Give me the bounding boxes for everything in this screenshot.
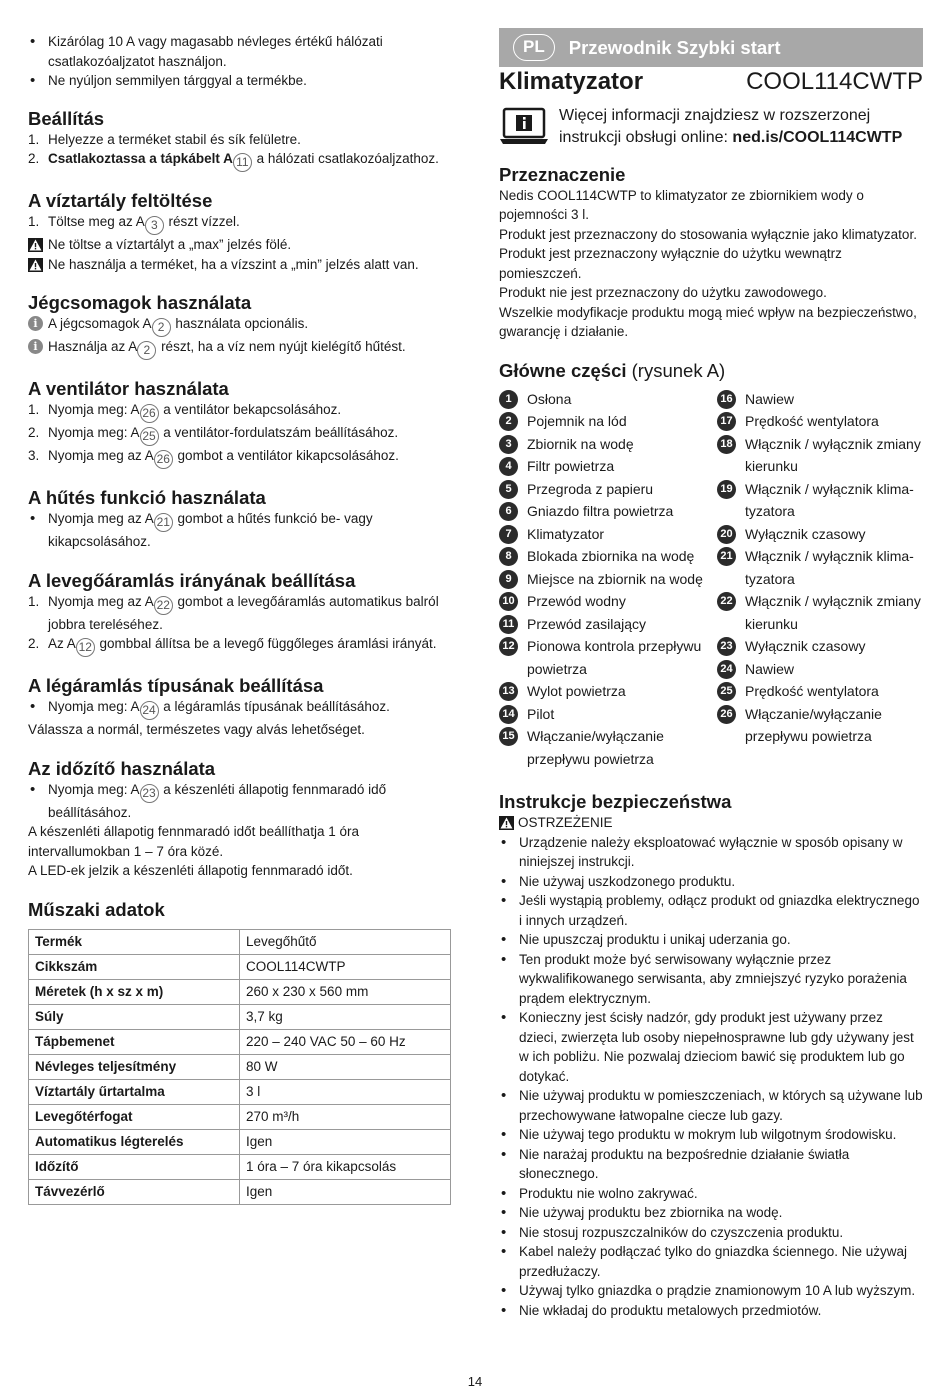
part-number-badge: 12 [499, 637, 518, 656]
part-item [717, 478, 923, 523]
guide-title: Przewodnik Szybki start [568, 36, 781, 58]
part-number-badge: 11 [499, 615, 518, 634]
spec-label: Automatikus légterelés [29, 1129, 240, 1154]
part-label: Zbiornik na wodę [527, 435, 634, 452]
part-item [499, 680, 717, 703]
part-item [717, 388, 923, 411]
spec-value: 1 óra – 7 óra kikapcsolás [240, 1154, 451, 1179]
callout-ref: 21 [154, 513, 173, 532]
part-number-badge: 7 [499, 525, 518, 544]
info-line: i A jégcsomagok A 2 használata opcionális. [28, 314, 453, 337]
table-row [29, 1004, 451, 1029]
part-number-badge: 23 [717, 637, 736, 656]
callout-ref: 23 [140, 784, 159, 803]
warning-line: Ne használja a terméket, ha a vízszint a „min” jelzés alatt van. [28, 255, 453, 275]
part-number-badge: 21 [717, 547, 736, 566]
callout-ref: 26 [154, 450, 173, 469]
section-heading-setup: Beállítás [28, 107, 105, 129]
part-number-badge: 19 [717, 480, 736, 499]
safety-item: • Urządzenie należy eksploatować wyłącznie w sposób opisany w niniejszej instrukcji. [499, 833, 923, 872]
part-item [499, 590, 717, 613]
safety-item: • Ten produkt może być serwisowany wyłącznie przez wykwalifikowanego serwisanta, aby zmniejszyć ryzyko porażenia prądem elektrycznym. [499, 950, 923, 1009]
callout-ref: 12 [76, 638, 95, 657]
online-info-block [499, 105, 923, 149]
part-number-badge: 26 [717, 705, 736, 724]
spec-value: 3 l [240, 1079, 451, 1104]
product-title-row [499, 68, 923, 95]
spec-label: Súly [29, 1004, 240, 1029]
safety-item: • Kabel należy podłączać tylko do gniazdka ściennego. Nie używaj przedłużaczy. [499, 1242, 923, 1281]
part-label: Miejsce na zbiornik na wodę [527, 570, 703, 587]
part-item [717, 635, 923, 658]
part-label: Nawiew [745, 390, 795, 407]
part-number-badge: 22 [717, 592, 736, 611]
list-item: 3. Nyomja meg az A 26 gombot a ventilátor kikapcsolásához. [28, 446, 453, 469]
part-label: Włącznik / wyłącznik zmiany kierunku [745, 593, 921, 632]
spec-label: Cikkszám [29, 954, 240, 979]
parts-list [499, 388, 923, 771]
safety-item: • Konieczny jest ścisły nadzór, gdy produkt jest używany przez dzieci, zwierzęta lub osoby niepełnosprawne lub gdy używany jest w ich pobliżu. Nie pozwalaj dzieciom bawić się produktem lub go dotykać. [499, 1008, 923, 1086]
table-row [29, 1054, 451, 1079]
paragraph: A LED-ek jelzik a készenléti állapotig fennmaradó időt. [28, 863, 353, 878]
part-number-badge: 14 [499, 705, 518, 724]
part-label: Włącznik / wyłącznik klima-tyzatora [745, 548, 914, 587]
part-label: Przewód wodny [527, 593, 626, 609]
part-label: Prędkość wentylatora [745, 413, 879, 429]
list-item: • Nyomja meg: A 23 a készenléti állapotig fennmaradó idő beállításához. [28, 780, 453, 823]
part-item [499, 635, 717, 680]
paragraph: Nedis COOL114CWTP to klimatyzator ze zbiornikiem wody o pojemności 3 l. [499, 187, 864, 222]
safety-item: • Nie wkładaj do produktu metalowych przedmiotów. [499, 1301, 923, 1321]
part-item [499, 725, 717, 770]
part-item [717, 680, 923, 703]
list-item: 1. Helyezze a terméket stabil és sík felületre. [28, 131, 301, 147]
section-heading-ice: Jégcsomagok használata [28, 292, 252, 313]
info-line: i Használja az A 2 részt, ha a víz nem nyújt kielégítő hűtést. [28, 337, 453, 360]
part-number-badge: 6 [499, 502, 518, 521]
part-label: Włączanie/wyłączanie przepływu powietrza [745, 705, 882, 744]
spec-label: Méretek (h x sz x m) [29, 979, 240, 1004]
table-row [29, 979, 451, 1004]
part-item [717, 658, 923, 681]
spec-value: COOL114CWTP [240, 954, 451, 979]
list-item: 2. Csatlakoztassa a tápkábelt A 11 a hálózati csatlakozóaljzathoz. [28, 149, 453, 172]
part-item [499, 388, 717, 411]
spec-value: 270 m³/h [240, 1104, 451, 1129]
part-number-badge: 4 [499, 457, 518, 476]
part-number-badge: 15 [499, 727, 518, 746]
paragraph: Produkt jest przeznaczony do stosowania wyłącznie jako klimatyzator. [499, 226, 917, 242]
safety-item: • Nie stosuj rozpuszczalników do czyszczenia produktu. [499, 1223, 923, 1243]
list-item: 1. Nyomja meg az A 22 gombot a levegőáramlás automatikus balról jobbra tereléséhez. [28, 593, 439, 632]
spec-value: Igen [240, 1129, 451, 1154]
part-item [717, 410, 923, 433]
list-item: 1. Nyomja meg: A 26 a ventilátor bekapcsolásához. [28, 400, 453, 423]
part-number-badge: 5 [499, 480, 518, 499]
warning-line: Ne töltse a víztartályt a „max” jelzés fölé. [28, 235, 453, 255]
product-code: COOL114CWTP [746, 68, 923, 95]
product-name: Klimatyzator [499, 68, 644, 95]
safety-item: • Nie używaj uszkodzonego produktu. [499, 872, 923, 892]
part-label: Przegroda z papieru [527, 480, 654, 497]
warning-icon [28, 238, 43, 252]
table-row [29, 1104, 451, 1129]
language-header-bar [499, 28, 923, 67]
safety-item: • Nie używaj produktu w pomieszczeniach, w których są używane lub przechowywane łatwopalne ciecze lub gazy. [499, 1086, 923, 1125]
safety-list [499, 833, 923, 1321]
section-heading-airflow-type: A légáramlás típusának beállítása [28, 675, 324, 696]
part-label: Wyłącznik czasowy [745, 525, 866, 542]
part-item [499, 478, 717, 501]
safety-item: • Jeśli wystąpią problemy, odłącz produkt od gniazdka elektrycznego i innych urządzeń. [499, 891, 923, 930]
manual-link[interactable]: ned.is/COOL114CWTP [732, 128, 903, 146]
paragraph: Produkt jest przeznaczony wyłącznie do użytku wewnątrz pomieszczeń. [499, 246, 842, 281]
right-column [499, 28, 923, 1320]
section-heading-purpose: Przeznaczenie [499, 163, 626, 185]
table-row [29, 1154, 451, 1179]
warning-icon [499, 816, 514, 830]
part-number-badge: 25 [717, 682, 736, 701]
parts-column [717, 388, 923, 771]
part-number-badge: 13 [499, 682, 518, 701]
section-heading-specs: Műszaki adatok [28, 898, 165, 920]
part-item [499, 545, 717, 568]
laptop-info-icon [499, 105, 549, 149]
callout-ref: 11 [233, 153, 252, 172]
part-label: Pojemnik na lód [527, 413, 627, 429]
callout-ref: 2 [137, 341, 156, 360]
spec-label: Termék [29, 929, 240, 954]
spec-value: 3,7 kg [240, 1004, 451, 1029]
paragraph: Produkt nie jest przeznaczony do użytku zawodowego. [499, 285, 827, 300]
part-label: Klimatyzator [527, 525, 605, 542]
spec-label: Távvezérlő [29, 1179, 240, 1204]
page-number: 14 [467, 1374, 483, 1386]
part-number-badge: 3 [499, 435, 518, 454]
part-label: Pilot [527, 705, 555, 722]
spec-value: 220 – 240 VAC 50 – 60 Hz [240, 1029, 451, 1054]
part-label: Włącznik / wyłącznik klima-tyzatora [745, 480, 914, 519]
language-badge: PL [513, 34, 555, 61]
table-row [29, 1129, 451, 1154]
list-item: • Nyomja meg az A 21 gombot a hűtés funkció be- vagy kikapcsolásához. [28, 509, 453, 552]
section-heading-timer: Az időzítő használata [28, 757, 216, 779]
part-item [499, 410, 717, 433]
spec-value: Igen [240, 1179, 451, 1204]
part-label: Blokada zbiornika na wodę [527, 548, 695, 564]
part-item [499, 433, 717, 456]
safety-item: • Nie upuszczaj produktu i unikaj uderzania go. [499, 930, 923, 950]
online-info-text: Więcej informacji znajdziesz w rozszerzonej instrukcji obsługi online: ned.is/COOL114CWTP [559, 106, 903, 146]
spec-label: Tápbemenet [29, 1029, 240, 1054]
spec-value: 80 W [240, 1054, 451, 1079]
warning-icon [28, 258, 43, 272]
list-item: 1. Töltse meg az A 3 részt vízzel. [28, 212, 453, 235]
part-item [499, 703, 717, 726]
part-label: Nawiew [745, 660, 795, 677]
part-number-badge: 24 [717, 660, 736, 679]
safety-item: • Używaj tylko gniazdka o prądzie znamionowym 10 A lub wyższym. [499, 1281, 923, 1301]
callout-ref: 24 [140, 701, 159, 720]
section-heading-cooling: A hűtés funkció használata [28, 487, 266, 508]
part-label: Włączanie/wyłączanie przepływu powietrza [527, 728, 664, 767]
section-heading-fan: A ventilátor használata [28, 378, 229, 399]
part-number-badge: 2 [499, 412, 518, 431]
safety-item: • Nie używaj tego produktu w mokrym lub wilgotnym środowisku. [499, 1125, 923, 1145]
callout-ref: 3 [145, 216, 164, 235]
part-number-badge: 1 [499, 390, 518, 409]
part-item [499, 500, 717, 523]
callout-ref: 2 [152, 318, 171, 337]
table-row [29, 1179, 451, 1204]
info-icon: i [28, 339, 43, 354]
table-row [29, 954, 451, 979]
part-label: Gniazdo filtra powietrza [527, 503, 674, 519]
warning-header [499, 813, 923, 833]
section-heading-airflow-direction: A levegőáramlás irányának beállítása [28, 569, 356, 591]
spec-label: Névleges teljesítmény [29, 1054, 240, 1079]
part-item [717, 590, 923, 635]
callout-ref: 26 [140, 404, 159, 423]
part-item [717, 703, 923, 748]
part-item [717, 523, 923, 546]
callout-ref: 25 [140, 427, 159, 446]
parts-column [499, 388, 717, 771]
paragraph: Wszelkie modyfikacje produktu mogą mieć wpływ na bezpieczeństwo, gwarancję i działanie. [499, 304, 917, 339]
spec-label: Víztartály űrtartalma [29, 1079, 240, 1104]
part-item [499, 568, 717, 591]
part-item [499, 523, 717, 546]
table-row [29, 929, 451, 954]
list-item: 2. Az A 12 gombbal állítsa be a levegő függőleges áramlási irányát. [28, 634, 453, 657]
spec-value: 260 x 230 x 560 mm [240, 979, 451, 1004]
part-number-badge: 17 [717, 412, 736, 431]
part-number-badge: 9 [499, 570, 518, 589]
part-label: Włącznik / wyłącznik zmiany kierunku [745, 435, 921, 474]
part-label: Wylot powietrza [527, 683, 626, 699]
left-column [28, 32, 453, 1205]
part-number-badge: 8 [499, 547, 518, 566]
part-label: Wyłącznik czasowy [745, 638, 866, 654]
paragraph: A készenléti állapotig fennmaradó időt beállíthatja 1 óra intervallumokban 1 – 7 óra közé. [28, 824, 359, 859]
part-label: Pionowa kontrola przepływu powietrza [527, 638, 702, 677]
part-number-badge: 18 [717, 435, 736, 454]
table-row [29, 1079, 451, 1104]
info-icon: i [28, 316, 43, 331]
spec-value: Levegőhűtő [240, 929, 451, 954]
part-item [499, 455, 717, 478]
warning-label: OSTRZEŻENIE [518, 815, 613, 830]
part-number-badge: 10 [499, 592, 518, 611]
part-label: Filtr powietrza [527, 458, 615, 474]
table-row [29, 1029, 451, 1054]
section-heading-parts: Główne części (rysunek A) [499, 359, 726, 381]
list-item: • Ne nyúljon semmilyen tárggyal a termékbe. [28, 71, 453, 91]
part-label: Przewód zasilający [527, 615, 647, 632]
safety-item: • Nie używaj produktu bez zbiornika na wodę. [499, 1203, 923, 1223]
spec-label: Levegőtérfogat [29, 1104, 240, 1129]
list-item: 2. Nyomja meg: A 25 a ventilátor-fordulatszám beállításához. [28, 423, 453, 446]
safety-item: • Nie narażaj produktu na bezpośrednie działanie światła słonecznego. [499, 1145, 923, 1184]
part-number-badge: 20 [717, 525, 736, 544]
callout-ref: 22 [154, 596, 173, 615]
part-label: Osłona [527, 390, 572, 407]
part-item [499, 613, 717, 636]
spec-label: Időzítő [29, 1154, 240, 1179]
section-heading-safety: Instrukcje bezpieczeństwa [499, 791, 732, 812]
safety-item: • Produktu nie wolno zakrywać. [499, 1184, 923, 1204]
part-item [717, 545, 923, 590]
part-item [717, 433, 923, 478]
specs-table [28, 929, 451, 1205]
list-item: • Nyomja meg: A 24 a légáramlás típusának beállításához. [28, 697, 453, 720]
paragraph: Válassza a normál, természetes vagy alvás lehetőséget. [28, 722, 365, 737]
list-item: • Kizárólag 10 A vagy magasabb névleges értékű hálózati csatlakozóaljzatot használjon. [28, 32, 453, 71]
part-label: Prędkość wentylatora [745, 683, 879, 699]
section-heading-tank: A víztartály feltöltése [28, 190, 213, 211]
part-number-badge: 16 [717, 390, 736, 409]
